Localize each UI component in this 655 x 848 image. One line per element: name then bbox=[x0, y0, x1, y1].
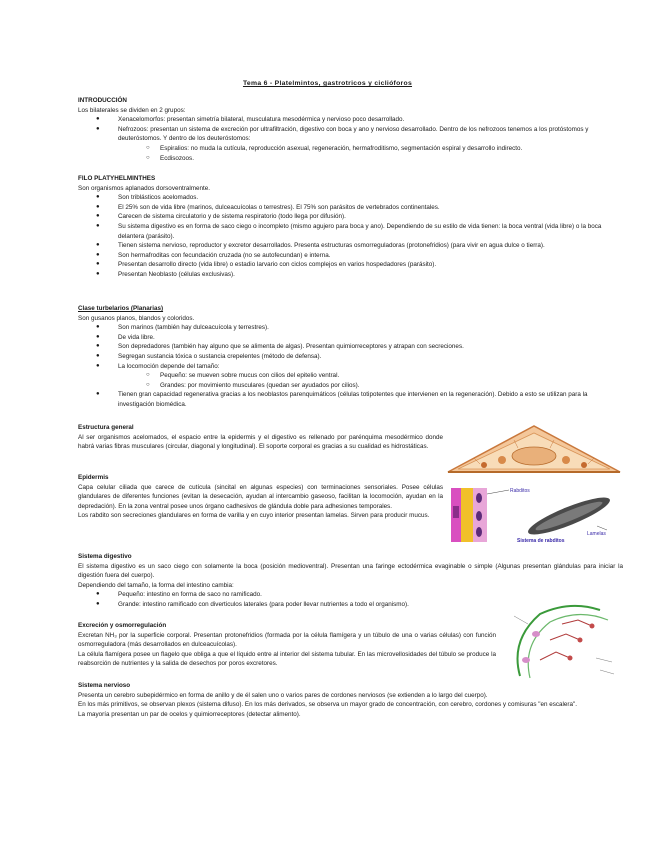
list-item: ● Presentan desarrollo directo (vida libre) o estadio larvario con ciclos complejos en varios hospedadores (parásito). bbox=[96, 261, 437, 269]
turbelarios-lead: Son gusanos planos, blandos y coloridos. bbox=[78, 314, 195, 322]
intro-list bbox=[78, 115, 623, 163]
list-item: ○ Grandes: por movimiento musculares (quedan ser ayudados por cilios). bbox=[146, 381, 360, 389]
intro-section bbox=[78, 96, 623, 163]
excrecion-text2: La célula flamígera posee un flagelo que obliga a que el líquido entre al interior del sistema tubular. En las microvellosidades del túbulo se produce la reabsorción de nutrientes y la salida de desechos por poros excretores. bbox=[78, 650, 496, 668]
epidermis-heading: Epidermis bbox=[78, 474, 109, 481]
nervioso-text2: En los más primitivos, se observan plexos (sistema difuso). En los más derivados, se observa un mayor grado de concentración, con cerebro, cordones y comisuras "en escalera". bbox=[78, 701, 578, 709]
list-item: ● Carecen de sistema circulatorio y de sistema respiratorio (todo llega por difusión). bbox=[96, 213, 346, 221]
digestivo-text: El sistema digestivo es un saco ciego con solamente la boca (posición medioventral). Presentan una faringe ectodérmica evaginable o simple (Algunas presentan glándulas para iniciar la digestión fuera del cuerpo). bbox=[78, 562, 623, 580]
turbelarios-section bbox=[78, 304, 623, 410]
list-item: ○ Espiralios: no muda la cutícula, reproducción asexual, regeneración, hermafroditismo, segmentación espiral y desarrollo indirecto. bbox=[146, 144, 523, 152]
estructura-heading: Estructura general bbox=[78, 424, 134, 431]
list-item: ● De vida libre. bbox=[96, 333, 155, 341]
intro-heading: INTRODUCCIÓN bbox=[78, 97, 127, 104]
filo-lead: Son organismos aplanados dorsoventralmente. bbox=[78, 184, 210, 192]
excrecion-text: Excretan NH₃ por la superficie corporal. Presentan protonefridios (formada por la célula flamígera y un túbulo de una o varias células) con función osmorreguladora (más desarrollados en dulceacuícolas). bbox=[78, 631, 496, 649]
list-item: ● Tienen sistema nervioso, reproductor y excretor desarrollados. Presenta estructuras osmorreguladoras (protonefridios) (para vivir en agua dulce o tierra). bbox=[96, 242, 545, 250]
list-item: ● El 25% son de vida libre (marinos, dulceacuícolas o terrestres). El 75% son parásitos de vertebrados continentales. bbox=[96, 203, 440, 211]
list-item: ● Su sistema digestivo es en forma de saco ciego o incompleto (mismo agujero para boca y ano). Dependiendo de su estilo de vida tienen: la boca ventral (vida libre) o la boca delantera (parásito). bbox=[96, 222, 602, 240]
list-item: ● Xenacelomorfos: presentan simetría bilateral, musculatura mesodérmica y nervioso poco desarrollado. bbox=[96, 116, 405, 124]
rhabdites-figure bbox=[447, 486, 623, 544]
list-item: ● Son marinos (también hay dulceacuícola y terrestres). bbox=[96, 324, 269, 332]
list-item: ● Grande: intestino ramificado con diverticulos laterales (para poder llevar nutrientes a todo el organismo). bbox=[96, 600, 409, 608]
estructura-text: Al ser organismos acelomados, el espacio entre la epidermis y el digestivo es rellenado por parénquima mesodérmico donde habrá varias fibras musculares (circular, diagonal y longitudinal). El soporte corporal es gracias a su cualidad es hidrostáticas. bbox=[78, 433, 443, 451]
epidermis-section bbox=[78, 473, 443, 521]
fig-label-lamelas: Lamelas bbox=[587, 531, 606, 537]
fig-label-sistema-rabditos: Sistema de rabditos bbox=[517, 538, 565, 544]
excrecion-section bbox=[78, 621, 496, 669]
excrecion-heading: Excreción y osmorregulación bbox=[78, 622, 167, 629]
turbelarios-heading: Clase turbelarios (Planarias) bbox=[78, 305, 164, 312]
list-item: ● Nefrozoos: presentan un sistema de excreción por ultrafiltración, digestivo con boca y ano y nervioso desarrollado. Dentro de los nefrozoos tenemos a los protóstomos y deuteróstomos. Y dentro de los deuteróstomos: bbox=[96, 125, 589, 143]
list-item: ● Pequeño: intestino en forma de saco no ramificado. bbox=[96, 591, 262, 599]
list-item: ● Son depredadores (también hay alguno que se alimenta de algas). Presentan quimiorreceptores y atrapan con secreciones. bbox=[96, 343, 464, 351]
nervioso-heading: Sistema nervioso bbox=[78, 682, 131, 689]
filo-heading: FILO PLATYHELMINTHES bbox=[78, 175, 156, 182]
list-item: ● Son triblásticos acelomados. bbox=[96, 194, 199, 202]
list-item: ● La locomoción depende del tamaño: bbox=[96, 362, 220, 370]
digestivo-heading: Sistema digestivo bbox=[78, 553, 132, 560]
nervioso-section bbox=[78, 681, 623, 719]
page-title: Tema 6 - Platelmintos, gastrotricos y ciclióforos bbox=[242, 80, 413, 87]
nervioso-text3: La mayoría presentan un par de ocelos y quimiorreceptores (detectar alimento). bbox=[78, 710, 301, 718]
protonephridia-figure bbox=[500, 600, 622, 684]
list-item: ● Tienen gran capacidad regenerativa gracias a los neoblastos parenquimáticos (células totipotentes que intervienen en la regeneración). Debido a esto se utilizan para la investigación biomédica. bbox=[96, 391, 588, 408]
list-item: ● Presentan Neoblasto (células exclusivas). bbox=[96, 270, 235, 278]
list-item: ○ Pequeño: se mueven sobre mucus con cilios del epitelio ventral. bbox=[146, 372, 340, 380]
nervioso-text: Presenta un cerebro subepidérmico en forma de anillo y de él salen uno o varios pares de cordones nerviosos (se extienden a lo largo del cuerpo). bbox=[78, 691, 488, 699]
epidermis-text2: Los rabdito son secreciones glandulares en forma de varilla y en cuyo interior presentan lamelas. Sirven para producir mucus. bbox=[78, 512, 430, 520]
turbelarios-list bbox=[78, 323, 623, 409]
list-item: ○ Ecdisozoos. bbox=[146, 154, 194, 162]
filo-list bbox=[78, 193, 623, 279]
cross-section-figure bbox=[444, 420, 624, 478]
filo-section bbox=[78, 174, 623, 280]
intro-lead: Los bilaterales se dividen en 2 grupos: bbox=[78, 106, 186, 114]
epidermis-text: Capa celular ciliada que carece de cutícula (sincital en algunas especies) con terminaciones sensoriales. Posee células glandulares de diferentes funciones (evitan la desecación, ayudan al intercambio gaseoso, facilitan la locomoción, ayudan en la depredación). En la zona ventral posee unos órgano cadhesivos de glándula doble para adhesiones temporales. bbox=[78, 483, 443, 510]
list-item: ● Segregan sustancia tóxica o sustancia crepelentes (método de defensa). bbox=[96, 352, 322, 360]
estructura-section bbox=[78, 423, 443, 452]
list-item: ● Son hermafroditas con fecundación cruzada (no se autofecundan) e interna. bbox=[96, 251, 331, 259]
digestivo-lead: Dependiendo del tamaño, la forma del intestino cambia: bbox=[78, 581, 234, 589]
fig-label-rabditos: Rabditos bbox=[510, 488, 530, 494]
